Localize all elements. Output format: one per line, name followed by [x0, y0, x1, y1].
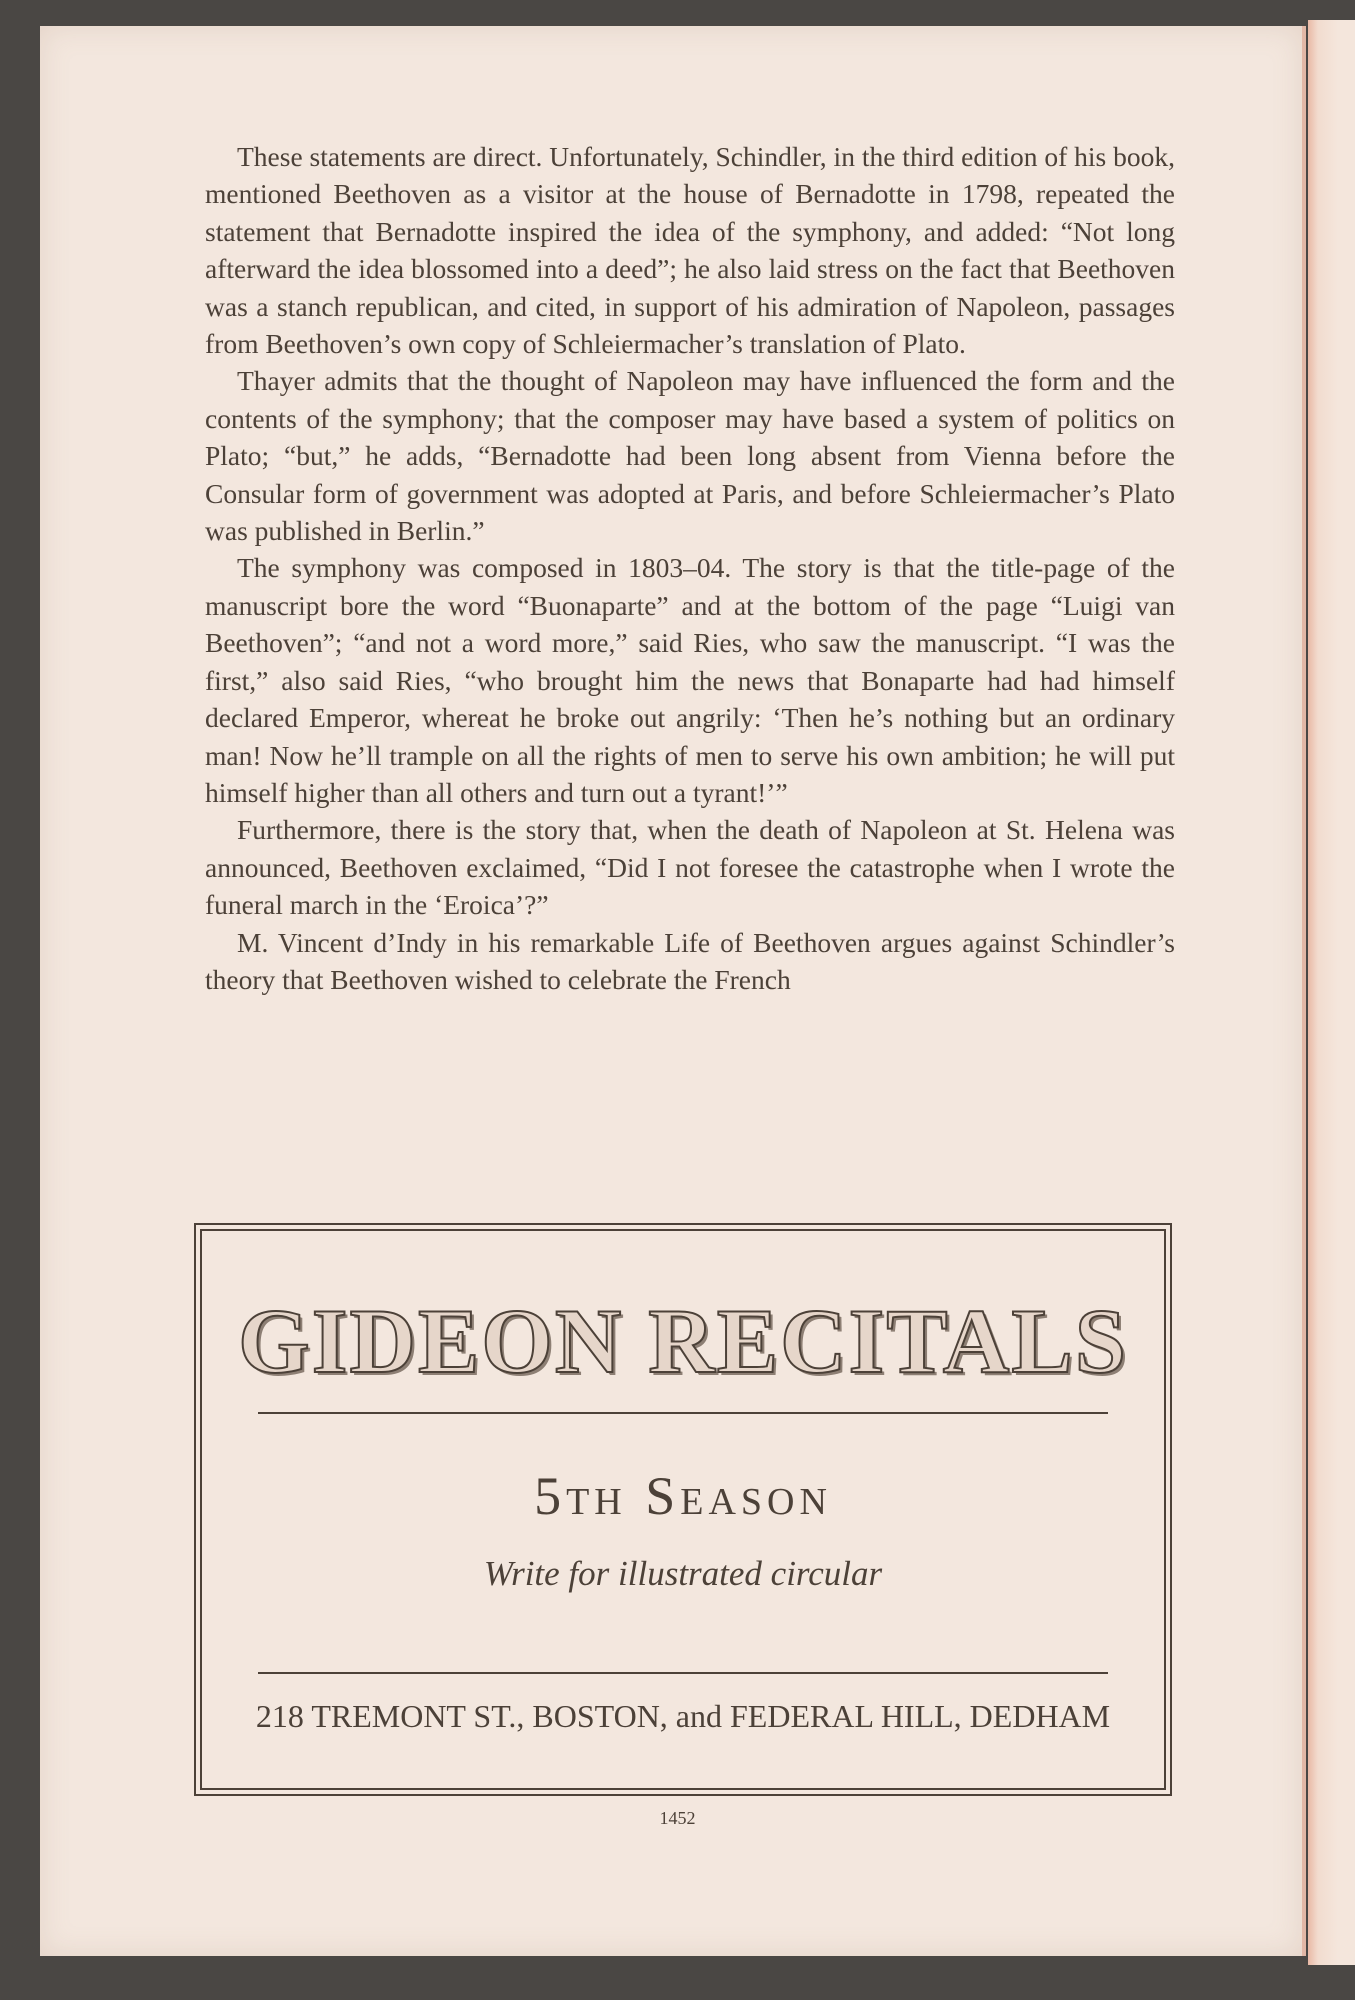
advertisement-address: 218 TREMONT ST., BOSTON, and FEDERAL HILL, DEDHAM [255, 1698, 1111, 1734]
page-number: 1452 [659, 1808, 696, 1828]
advertisement-title: GIDEON RECITALS [238, 1290, 1128, 1392]
paragraph: The symphony was composed in 1803–04. The story is that the title-page of the manuscript bore the word “Buonaparte” and at the bottom of the page “Luigi van Beethoven”; “and not a word more,” said Ries, who saw the manuscript. “I was the first,” also said Ries, “who brought him the news that Bonaparte had had himself declared Emperor, whereat he broke out angrily: ‘Then he’s nothing but an ordinary man! Now he’ll trample on all the rights of men to serve his own ambition; he will put himself higher than all others and turn out a tyrant!’” [205, 552, 1175, 808]
paragraph: M. Vincent d’Indy in his remarkable Life of Beethoven argues against Schindler’s theory that Beethoven wished to celebrate the French [205, 926, 1175, 995]
advertisement-box [194, 1223, 1172, 1796]
advertisement-circular: Write for illustrated circular [483, 1554, 883, 1593]
paragraph: Furthermore, there is the story that, when the death of Napoleon at St. Helena was announced, Beethoven exclaimed, “Did I not foresee the catastrophe when I wrote the funeral march in the ‘Eroica’?” [205, 814, 1175, 921]
divider-rule [258, 1412, 1108, 1414]
paragraph: Thayer admits that the thought of Napoleon may have influenced the form and the contents of the symphony; that the composer may have based a system of politics on Plato; “but,” he adds, “Bernadotte had been long absent from Vienna before the Consular form of government was adopted at Paris, and before Schleiermacher’s Plato was published in Berlin.” [205, 365, 1175, 547]
advertisement-season: 5th Season [534, 1466, 832, 1526]
body-text [205, 138, 1175, 998]
divider-rule [258, 1672, 1108, 1674]
next-page-edge [1308, 20, 1355, 1965]
paragraph: These statements are direct. Unfortunately, Schindler, in the third edition of his book, mentioned Beethoven as a visitor at the house of Bernadotte in 1798, repeated the statement that Bernadotte inspired the idea of the symphony, and added: “Not long afterward the idea blossomed into a deed”; he also laid stress on the fact that Beethoven was a stanch republican, and cited, in support of his admiration of Napoleon, passages from Beethoven’s own copy of Schleiermacher’s translation of Plato. [205, 141, 1175, 360]
advertisement-inner-frame [200, 1229, 1166, 1790]
